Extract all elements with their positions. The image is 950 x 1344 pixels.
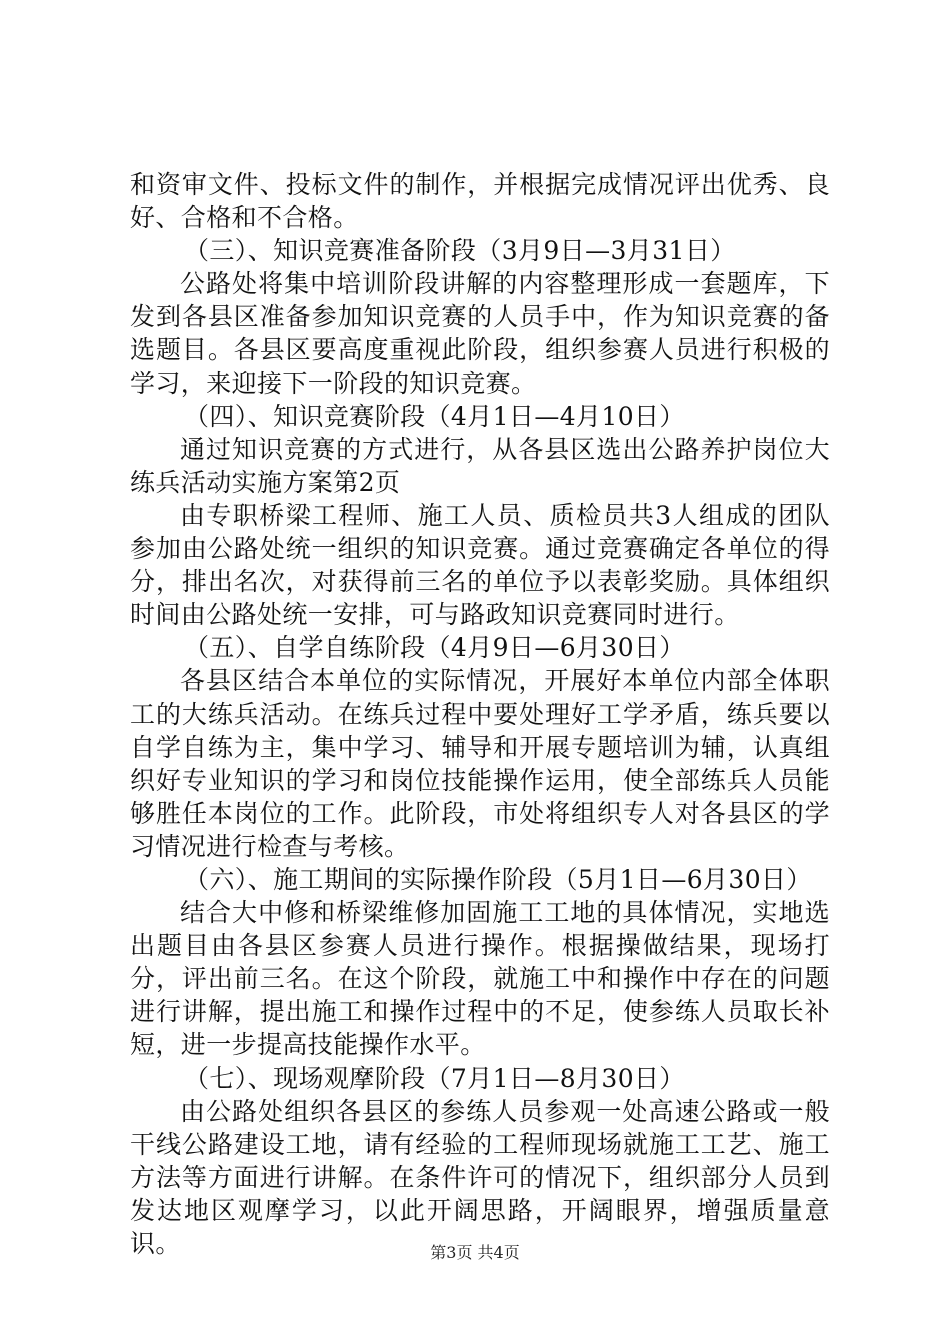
- section-heading-7: （七）、现场观摩阶段（7月1日—8月30日）: [184, 1063, 685, 1093]
- page-footer: 第3页 共4页: [430, 1243, 520, 1262]
- paragraph-knowledge-contest: 通过知识竞赛的方式进行，从各县区选出公路养护岗位大练兵活动实施方案第2页: [130, 434, 830, 497]
- paragraph-knowledge-prep: 公路处将集中培训阶段讲解的内容整理形成一套题库，下发到各县区准备参加知识竞赛的人员手中，作为知识竞赛的备选题目。各县区要高度重视此阶段，组织参赛人员进行积极的学习，来迎接下一阶段的知识竞赛。: [130, 269, 830, 398]
- paragraph-practical: 结合大中修和桥梁维修加固施工工地的具体情况，实地选出题目由各县区参赛人员进行操作。根据操做结果，现场打分，评出前三名。在这个阶段，就施工中和操作中存在的问题进行讲解，提出施工和操作过程中的不足，使参练人员取长补短，进一步提高技能操作水平。: [130, 898, 830, 1060]
- document-body: [130, 168, 830, 1260]
- paragraph-observation: 由公路处组织各县区的参练人员参观一处高速公路或一般干线公路建设工地，请有经验的工程师现场就施工工艺、施工方法等方面进行讲解。在条件许可的情况下，组织部分人员到发达地区观摩学习，以此开阔思路，开阔眼界，增强质量意识。: [130, 1096, 830, 1258]
- section-heading-3: （三）、知识竞赛准备阶段（3月9日—3月31日）: [184, 236, 736, 266]
- paragraph-continuation: 和资审文件、投标文件的制作，并根据完成情况评出优秀、良好、合格和不合格。: [130, 170, 830, 233]
- paragraph-team: 由专职桥梁工程师、施工人员、质检员共3人组成的团队参加由公路处统一组织的知识竞赛。通过竞赛确定各单位的得分，排出名次，对获得前三名的单位予以表彰奖励。具体组织时间由公路处统一安排，可与路政知识竞赛同时进行。: [130, 500, 830, 630]
- section-heading-6: （六）、施工期间的实际操作阶段（5月1日—6月30日）: [184, 864, 812, 894]
- section-heading-4: （四）、知识竞赛阶段（4月1日—4月10日）: [184, 401, 685, 431]
- paragraph-self-study: 各县区结合本单位的实际情况，开展好本单位内部全体职工的大练兵活动。在练兵过程中要处理好工学矛盾，练兵要以自学自练为主，集中学习、辅导和开展专题培训为辅，认真组织好专业知识的学习和岗位技能操作运用，使全部练兵人员能够胜任本岗位的工作。此阶段，市处将组织专人对各县区的学习情况进行检查与考核。: [130, 666, 830, 861]
- section-heading-5: （五）、自学自练阶段（4月9日—6月30日）: [184, 633, 685, 663]
